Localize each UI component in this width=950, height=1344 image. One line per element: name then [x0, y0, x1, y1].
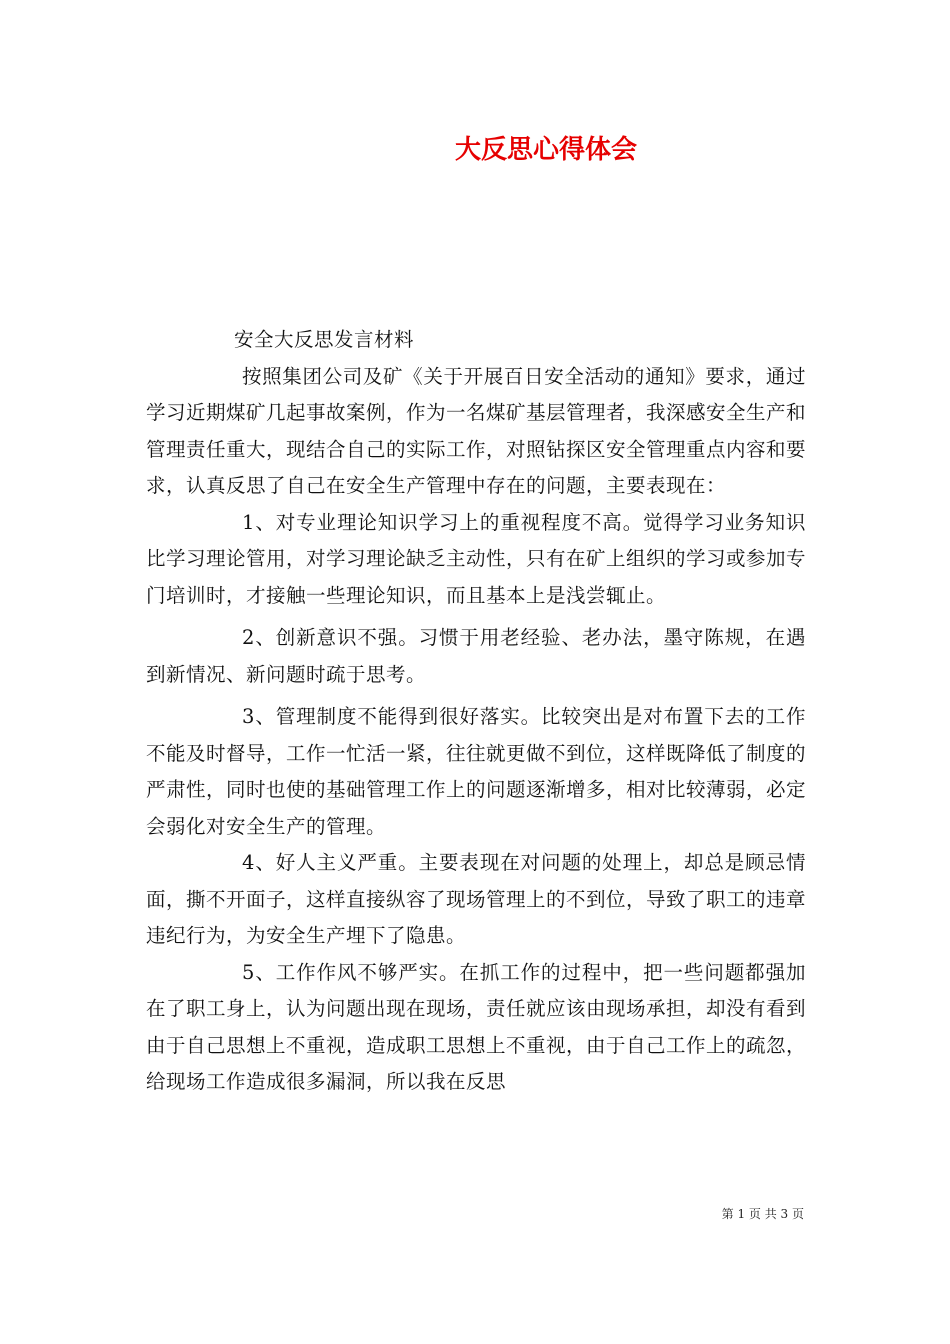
- page-number: 第 1 页 共 3 页: [721, 1207, 804, 1221]
- intro-paragraph: 按照集团公司及矿《关于开展百日安全活动的通知》要求，通过学习近期煤矿几起事故案例，作为一名煤矿基层管理者，我深感安全生产和管理责任重大，现结合自己的实际工作，对照钻探区安全管理重点内容和要求，认真反思了自己在安全生产管理中存在的问题，主要表现在：: [146, 364, 807, 497]
- document-title: 大反思心得体会: [454, 135, 637, 165]
- list-item-2: 2、创新意识不强。习惯于用老经验、老办法，墨守陈规，在遇到新情况、新问题时疏于思考。: [146, 626, 806, 686]
- document-body: [146, 322, 806, 1101]
- subheading: 安全大反思发言材料: [234, 328, 415, 351]
- list-item-1: 1、对专业理论知识学习上的重视程度不高。觉得学习业务知识比学习理论管用，对学习理论缺乏主动性，只有在矿上组织的学习或参加专门培训时，才接触一些理论知识，而且基本上是浅尝辄止。: [146, 510, 807, 607]
- list-item-3: 3、管理制度不能得到很好落实。比较突出是对布置下去的工作不能及时督导，工作一忙活一紧，往往就更做不到位，这样既降低了制度的严肃性，同时也使的基础管理工作上的问题逐渐增多，相对比较薄弱，必定会弱化对安全生产的管理。: [146, 705, 807, 838]
- list-item-4: 4、好人主义严重。主要表现在对问题的处理上，却总是顾忌情面，撕不开面子，这样直接纵容了现场管理上的不到位，导致了职工的违章违纪行为，为安全生产埋下了隐患。: [146, 851, 807, 947]
- list-item-5: 5、工作作风不够严实。在抓工作的过程中，把一些问题都强加在了职工身上，认为问题出现在现场，责任就应该由现场承担，却没有看到由于自己思想上不重视，造成职工思想上不重视，由于自己工作上的疏忽，给现场工作造成很多漏洞，所以我在反思: [146, 960, 807, 1093]
